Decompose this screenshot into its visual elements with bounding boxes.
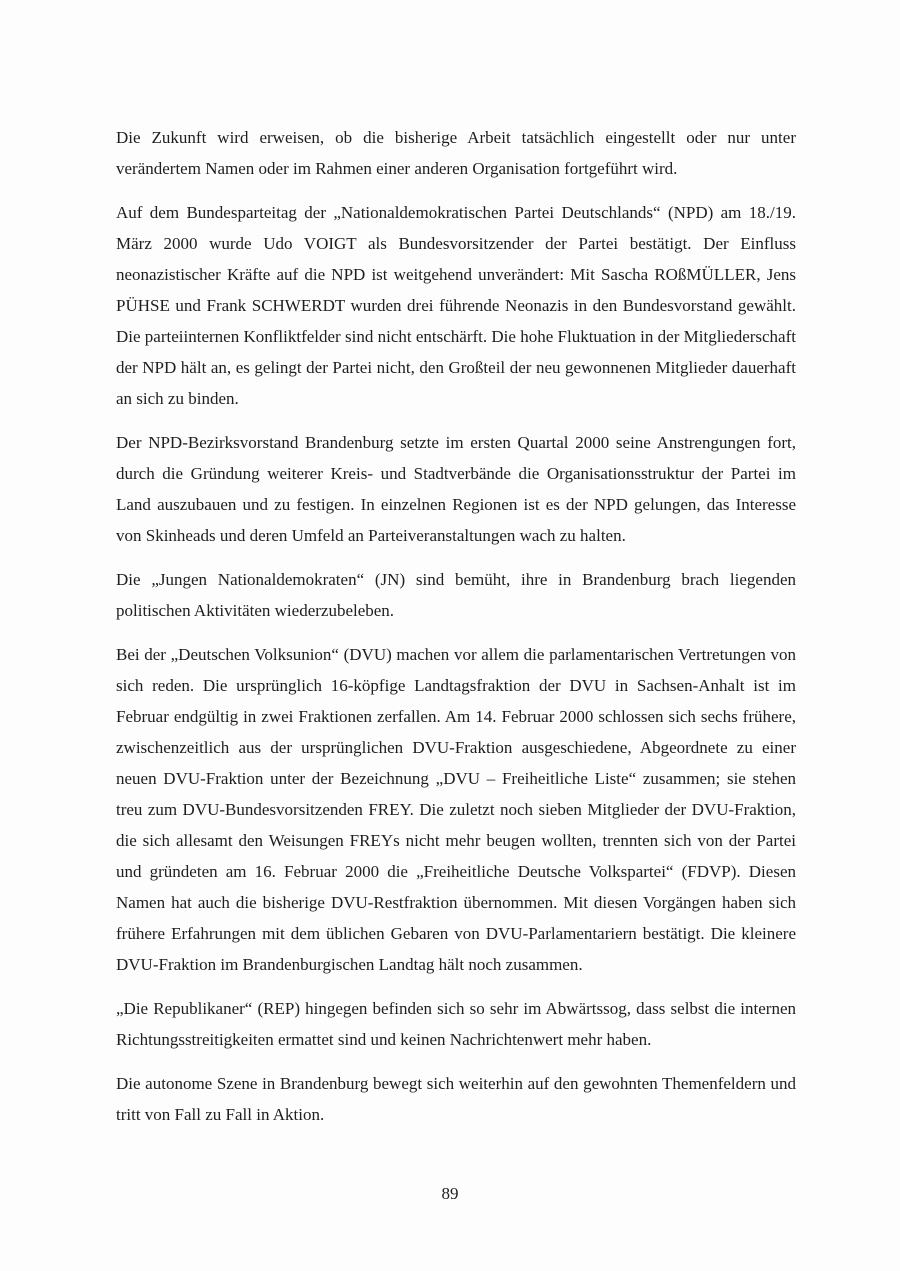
- paragraph-6: „Die Republikaner“ (REP) hingegen befinden sich so sehr im Abwärtssog, dass selbst die internen Richtungsstreitigkeiten ermattet sind und keinen Nachrichtenwert mehr haben.: [116, 999, 796, 1049]
- page-number: 89: [441, 1184, 459, 1203]
- paragraph-3: Der NPD-Bezirksvorstand Brandenburg setzte im ersten Quartal 2000 seine Anstrengungen fort, durch die Gründung weiterer Kreis- und Stadtverbände die Organisationsstruktur der Partei im Land auszubauen und zu festigen. In einzelnen Regionen ist es der NPD gelungen, das Interesse von Skinheads und deren Umfeld an Parteiveranstaltungen wach zu halten.: [116, 433, 796, 545]
- body-text: [116, 122, 796, 1143]
- paragraph-1: Die Zukunft wird erweisen, ob die bisherige Arbeit tatsächlich eingestellt oder nur unter verändertem Namen oder im Rahmen einer anderen Organisation fortgeführt wird.: [116, 128, 796, 178]
- paragraph-7: Die autonome Szene in Brandenburg bewegt sich weiterhin auf den gewohnten Themenfeldern und tritt von Fall zu Fall in Aktion.: [116, 1074, 796, 1124]
- paragraph-5: Bei der „Deutschen Volksunion“ (DVU) machen vor allem die parlamentarischen Vertretungen von sich reden. Die ursprünglich 16-köpfige Landtagsfraktion der DVU in Sachsen-Anhalt ist im Februar endgültig in zwei Fraktionen zerfallen. Am 14. Februar 2000 schlossen sich sechs frühere, zwischenzeitlich aus der ursprünglichen DVU-Fraktion ausgeschiedene, Abgeordnete zu einer neuen DVU-Fraktion unter der Bezeichnung „DVU – Freiheitliche Liste“ zusammen; sie stehen treu zum DVU-Bundesvorsitzenden FREY. Die zuletzt noch sieben Mitglieder der DVU-Fraktion, die sich allesamt den Weisungen FREYs nicht mehr beugen wollten, trennten sich von der Partei und gründeten am 16. Februar 2000 die „Freiheitliche Deutsche Volkspartei“ (FDVP). Diesen Namen hat auch die bisherige DVU-Restfraktion übernommen. Mit diesen Vorgängen haben sich frühere Erfahrungen mit dem üblichen Gebaren von DVU-Parlamentariern bestätigt. Die kleinere DVU-Fraktion im Brandenburgischen Landtag hält noch zusammen.: [116, 645, 796, 974]
- paragraph-2: Auf dem Bundesparteitag der „Nationaldemokratischen Partei Deutschlands“ (NPD) am 18./19. März 2000 wurde Udo VOIGT als Bundesvorsitzender der Partei bestätigt. Der Einfluss neonazistischer Kräfte auf die NPD ist weitgehend unverändert: Mit Sascha ROßMÜLLER, Jens PÜHSE und Frank SCHWERDT wurden drei führende Neonazis in den Bundesvorstand gewählt. Die parteiinternen Konfliktfelder sind nicht entschärft. Die hohe Fluktuation in der Mitgliederschaft der NPD hält an, es gelingt der Partei nicht, den Großteil der neu gewonnenen Mitglieder dauerhaft an sich zu binden.: [116, 203, 796, 408]
- paragraph-4: Die „Jungen Nationaldemokraten“ (JN) sind bemüht, ihre in Brandenburg brach liegenden politischen Aktivitäten wiederzubeleben.: [116, 570, 796, 620]
